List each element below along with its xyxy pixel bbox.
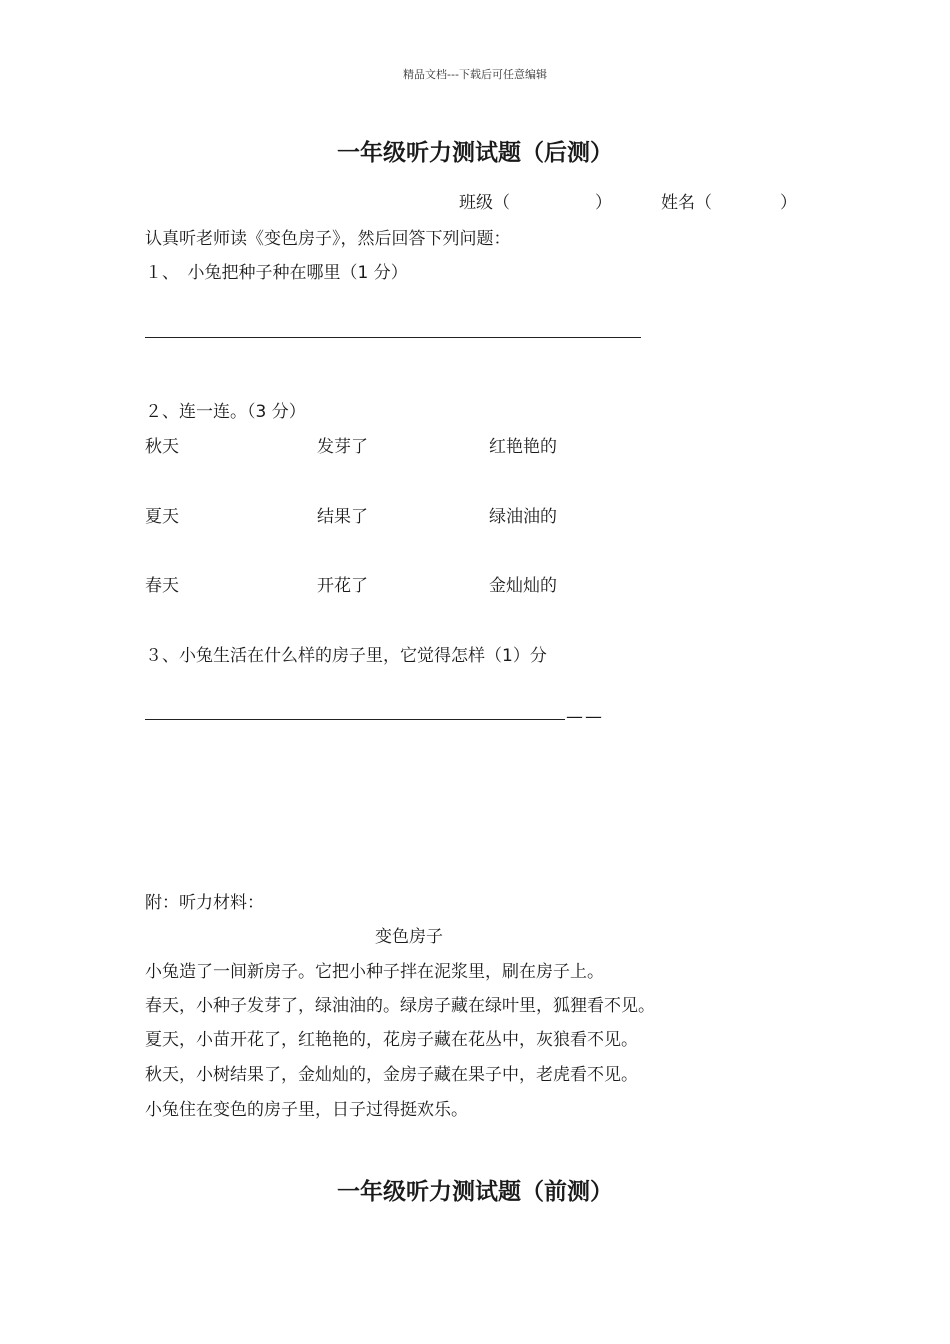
appendix-label: 附：听力材料：: [145, 893, 264, 913]
story-title: 变色房子: [375, 927, 443, 947]
class-field-label: 班级（ ）: [459, 193, 612, 213]
story-line: 春天，小种子发芽了，绿油油的。绿房子藏在绿叶里，狐狸看不见。: [145, 996, 655, 1016]
answer-line-3-tail: ——: [566, 707, 604, 727]
answer-line-1: [145, 337, 641, 338]
name-field-label: 姓名（ ）: [661, 193, 797, 213]
match-season: 夏天: [145, 507, 179, 527]
story-line: 夏天，小苗开花了，红艳艳的，花房子藏在花丛中，灰狼看不见。: [145, 1030, 638, 1050]
answer-line-3: [145, 719, 565, 720]
test-title-post: 一年级听力测试题（后测）: [337, 140, 613, 166]
question-3: ３、小兔生活在什么样的房子里，它觉得怎样（1）分: [145, 646, 547, 666]
story-line: 小兔住在变色的房子里，日子过得挺欢乐。: [145, 1100, 468, 1120]
page-header: 精品文档---下载后可任意编辑: [403, 68, 547, 81]
match-state: 开花了: [317, 576, 368, 596]
match-state: 结果了: [317, 507, 368, 527]
test-title-pre: 一年级听力测试题（前测）: [337, 1179, 613, 1205]
match-color: 金灿灿的: [489, 576, 557, 596]
question-1: １、 小兔把种子种在哪里（1 分）: [145, 263, 408, 283]
match-season: 秋天: [145, 437, 179, 457]
question-2: ２、连一连。（3 分）: [145, 402, 306, 422]
instruction-text: 认真听老师读《变色房子》，然后回答下列问题：: [145, 229, 511, 249]
match-season: 春天: [145, 576, 179, 596]
match-state: 发芽了: [317, 437, 368, 457]
match-color: 红艳艳的: [489, 437, 557, 457]
story-line: 小兔造了一间新房子。它把小种子拌在泥浆里，刷在房子上。: [145, 962, 604, 982]
match-color: 绿油油的: [489, 507, 557, 527]
story-line: 秋天，小树结果了，金灿灿的，金房子藏在果子中，老虎看不见。: [145, 1065, 638, 1085]
